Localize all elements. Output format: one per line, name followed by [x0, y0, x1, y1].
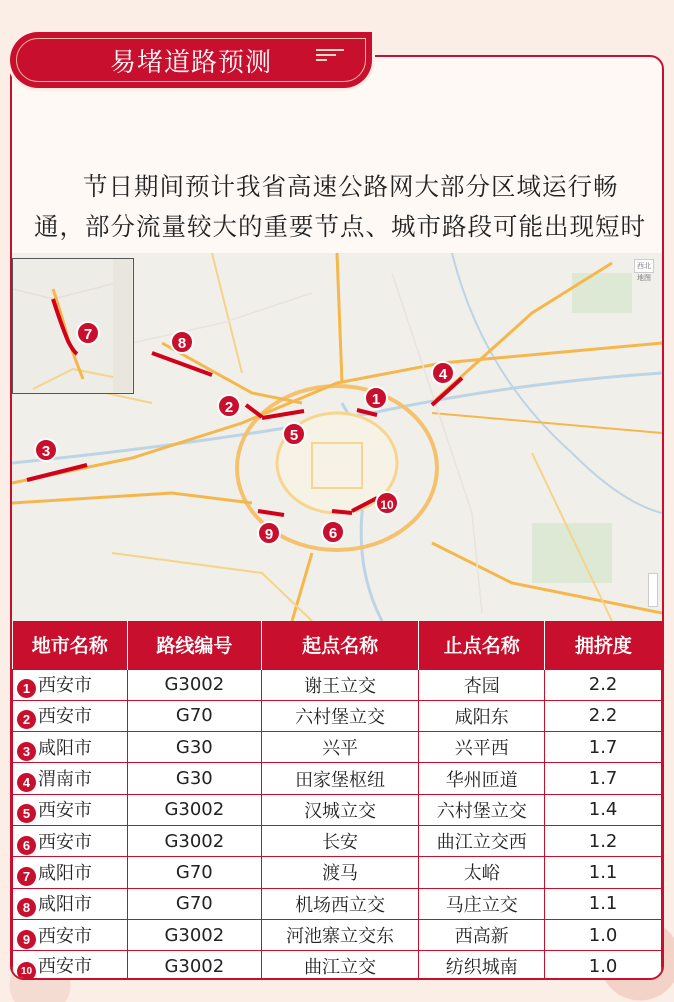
map-marker-7[interactable]: 7: [76, 321, 100, 345]
cell-city: [13, 732, 128, 763]
cell-level: 1.7: [545, 732, 662, 763]
cell-city: [13, 669, 128, 700]
row-number-badge: 1: [17, 679, 36, 698]
cell-start: 河池寨立交东: [261, 919, 419, 950]
table-row: [13, 888, 662, 919]
cell-level: 1.7: [545, 763, 662, 794]
table-row: [13, 669, 662, 700]
cell-end: 马庄立交: [419, 888, 545, 919]
cell-start: 谢王立交: [261, 669, 419, 700]
city-name: 咸阳市: [38, 862, 92, 884]
map-marker-3[interactable]: 3: [34, 438, 58, 462]
cell-level: 1.2: [545, 825, 662, 856]
city-name: 西安市: [38, 925, 92, 947]
row-number-badge: 7: [17, 867, 36, 886]
map-marker-1[interactable]: 1: [364, 386, 388, 410]
congestion-table: [12, 621, 662, 980]
table-row: [13, 732, 662, 763]
header-city: 地市名称: [13, 621, 128, 669]
cell-city: [13, 763, 128, 794]
cell-level: 1.1: [545, 888, 662, 919]
cell-route: G30: [127, 732, 261, 763]
table-row: [13, 857, 662, 888]
map-layer-control[interactable]: 西北地图: [634, 259, 654, 273]
table-row: [13, 794, 662, 825]
row-number-badge: 3: [17, 742, 36, 761]
city-name: 咸阳市: [38, 737, 92, 759]
traffic-map[interactable]: [12, 253, 662, 621]
cell-route: G3002: [127, 794, 261, 825]
cell-city: [13, 700, 128, 731]
cell-end: 太峪: [419, 857, 545, 888]
inset-map: [13, 259, 132, 392]
table-row: [13, 919, 662, 950]
row-number-badge: 8: [17, 898, 36, 917]
table-header-row: [13, 621, 662, 669]
city-name: 西安市: [38, 831, 92, 853]
row-number-badge: 4: [17, 773, 36, 792]
map-inset: [12, 258, 134, 394]
cell-city: [13, 919, 128, 950]
cell-city: [13, 825, 128, 856]
cell-route: G30: [127, 763, 261, 794]
table-row: [13, 763, 662, 794]
city-name: 西安市: [38, 800, 92, 822]
cell-city: [13, 951, 128, 980]
map-marker-4[interactable]: 4: [431, 361, 455, 385]
cell-start: 汉城立交: [261, 794, 419, 825]
banner-decoration: [316, 46, 344, 66]
row-number-badge: 6: [17, 836, 36, 855]
map-zoom-control[interactable]: [648, 573, 658, 607]
cell-start: 曲江立交: [261, 951, 419, 980]
cell-end: 曲江立交西: [419, 825, 545, 856]
cell-start: 兴平: [261, 732, 419, 763]
cell-start: 六村堡立交: [261, 700, 419, 731]
cell-end: 咸阳东: [419, 700, 545, 731]
cell-route: G3002: [127, 919, 261, 950]
content-card: [10, 55, 664, 980]
cell-city: [13, 857, 128, 888]
cell-end: 杏园: [419, 669, 545, 700]
header-start: 起点名称: [261, 621, 419, 669]
city-name: 西安市: [38, 706, 92, 728]
cell-end: 兴平西: [419, 732, 545, 763]
cell-route: G70: [127, 700, 261, 731]
table-row: [13, 951, 662, 980]
city-name: 渭南市: [38, 769, 92, 791]
cell-route: G70: [127, 888, 261, 919]
page-title: 易堵道路预测: [109, 48, 272, 78]
cell-route: G70: [127, 857, 261, 888]
cell-end: 六村堡立交: [419, 794, 545, 825]
row-number-badge: 9: [17, 930, 36, 949]
map-marker-6[interactable]: 6: [321, 520, 345, 544]
cell-end: 西高新: [419, 919, 545, 950]
cell-route: G3002: [127, 825, 261, 856]
row-number-badge: 2: [17, 710, 36, 729]
header-end: 止点名称: [419, 621, 545, 669]
city-name: 西安市: [38, 675, 92, 697]
cell-city: [13, 794, 128, 825]
cell-level: 1.0: [545, 919, 662, 950]
table-body: [13, 669, 662, 980]
cell-level: 2.2: [545, 700, 662, 731]
map-marker-5[interactable]: 5: [282, 422, 306, 446]
cell-start: 长安: [261, 825, 419, 856]
intro-paragraph: 节日期间预计我省高速公路网大部分区域运行畅通，部分流量较大的重要节点、城市路段可能出现短时: [34, 172, 646, 241]
table-row: [13, 825, 662, 856]
map-marker-9[interactable]: 9: [257, 521, 281, 545]
cell-start: 机场西立交: [261, 888, 419, 919]
cell-level: 1.4: [545, 794, 662, 825]
cell-level: 1.1: [545, 857, 662, 888]
title-banner: [10, 32, 372, 88]
map-marker-10[interactable]: 10: [375, 491, 399, 515]
cell-route: G3002: [127, 669, 261, 700]
cell-level: 1.0: [545, 951, 662, 980]
header-route: 路线编号: [127, 621, 261, 669]
row-number-badge: 10: [17, 962, 36, 980]
cell-city: [13, 888, 128, 919]
city-name: 西安市: [38, 955, 92, 977]
table-row: [13, 700, 662, 731]
city-name: 咸阳市: [38, 894, 92, 916]
cell-start: 田家堡枢纽: [261, 763, 419, 794]
row-number-badge: 5: [17, 804, 36, 823]
map-marker-8[interactable]: 8: [170, 330, 194, 354]
cell-end: 纺织城南: [419, 951, 545, 980]
cell-end: 华州匝道: [419, 763, 545, 794]
cell-level: 2.2: [545, 669, 662, 700]
map-marker-2[interactable]: 2: [217, 394, 241, 418]
cell-start: 渡马: [261, 857, 419, 888]
header-level: 拥挤度: [545, 621, 662, 669]
cell-route: G3002: [127, 951, 261, 980]
